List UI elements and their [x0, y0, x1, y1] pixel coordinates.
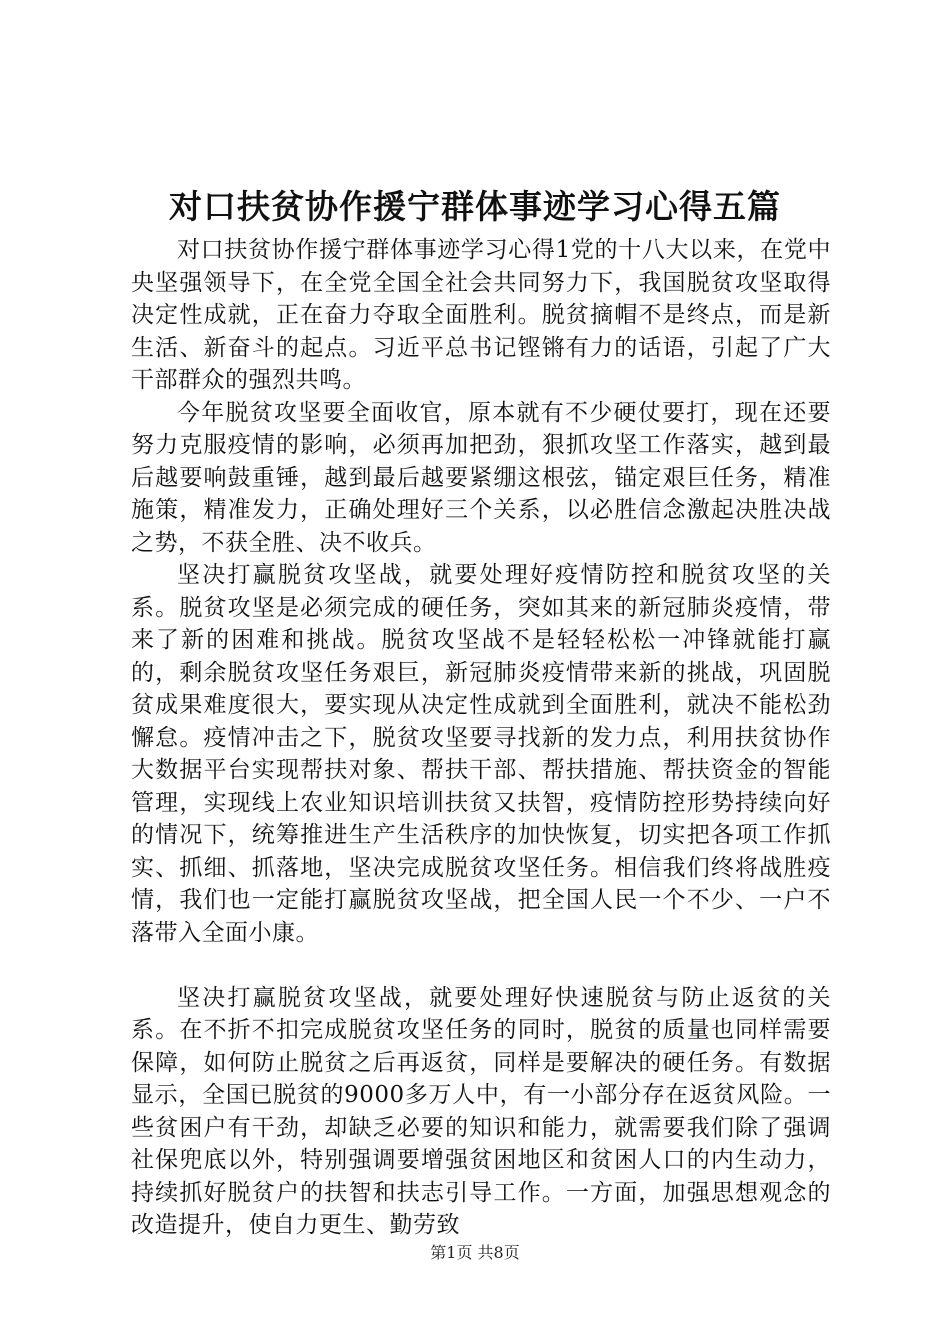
- document-body: [131, 234, 831, 1242]
- document-title: 对口扶贫协作援宁群体事迹学习心得五篇: [169, 187, 781, 226]
- paragraph-2: 今年脱贫攻坚要全面收官，原本就有不少硬仗要打，现在还要努力克服疫情的影响，必须再加把劲，狠抓攻坚工作落实，越到最后越要响鼓重锤，越到最后越要紧绷这根弦，锚定艰巨任务，精准施策，精准发力，正确处理好三个关系，以必胜信念激起决胜决战之势，不获全胜、决不收兵。: [131, 399, 831, 556]
- paragraph-4: 坚决打赢脱贫攻坚战，就要处理好快速脱贫与防止返贫的关系。在不折不扣完成脱贫攻坚任务的同时，脱贫的质量也同样需要保障，如何防止脱贫之后再返贫，同样是要解决的硬任务。有数据显示，全国已脱贫的9000多万人中，有一小部分存在返贫风险。一些贫困户有干劲，却缺乏必要的知识和能力，就需要我们除了强调社保兜底以外，特别强调要增强贫困地区和贫困人口的内生动力，持续抓好脱贫户的扶智和扶志引导工作。一方面，加强思想观念的改造提升，使自力更生、勤劳致: [131, 984, 831, 1238]
- page-footer: 第1页 共8页: [430, 1243, 520, 1262]
- paragraph-1: 对口扶贫协作援宁群体事迹学习心得1党的十八大以来，在党中央坚强领导下，在全党全国全社会共同努力下，我国脱贫攻坚取得决定性成就，正在奋力夺取全面胜利。脱贫摘帽不是终点，而是新生活、新奋斗的起点。习近平总书记铿锵有力的话语，引起了广大干部群众的强烈共鸣。: [131, 237, 831, 393]
- paragraph-3: 坚决打赢脱贫攻坚战，就要处理好疫情防控和脱贫攻坚的关系。脱贫攻坚是必须完成的硬任务，突如其来的新冠肺炎疫情，带来了新的困难和挑战。脱贫攻坚战不是轻轻松松一冲锋就能打赢的，剩余脱贫攻坚任务艰巨，新冠肺炎疫情带来新的挑战，巩固脱贫成果难度很大，要实现从决定性成就到全面胜利，就决不能松劲懈怠。疫情冲击之下，脱贫攻坚要寻找新的发力点，利用扶贫协作大数据平台实现帮扶对象、帮扶干部、帮扶措施、帮扶资金的智能管理，实现线上农业知识培训扶贫又扶智，疫情防控形势持续向好的情况下，统筹推进生产生活秩序的加快恢复，切实把各项工作抓实、抓细、抓落地，坚决完成脱贫攻坚任务。相信我们终将战胜疫情，我们也一定能打赢脱贫攻坚战，把全国人民一个不少、一户不落带入全面小康。: [131, 562, 831, 946]
